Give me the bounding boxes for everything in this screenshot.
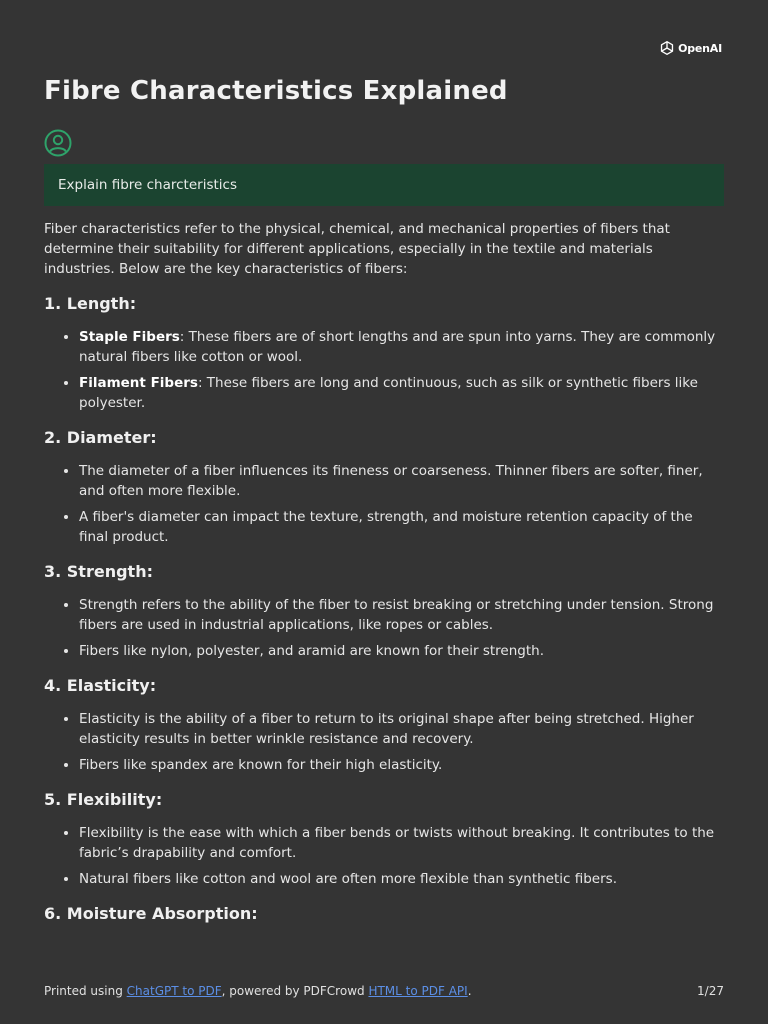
list-item-text: : These fibers are of short lengths and are spun into yarns. They are commonly natural fibers like cotton or wool. <box>79 329 716 365</box>
list-item: • A fiber's diameter can impact the texture, strength, and moisture retention capacity of the final product. <box>79 507 726 547</box>
footer-credit <box>44 984 472 998</box>
section-list <box>44 461 726 547</box>
page-title: Fibre Characteristics Explained <box>44 76 508 106</box>
html-to-pdf-api-link[interactable]: HTML to PDF API <box>368 984 468 998</box>
page-number: 1/27 <box>697 984 724 998</box>
list-item: • Elasticity is the ability of a fiber to return to its original shape after being stretched. Higher elasticity results in better wrinkle resistance and recovery. <box>79 709 726 749</box>
section-list <box>44 327 726 413</box>
user-avatar-icon <box>44 129 72 157</box>
list-item-text: : These fibers are long and continuous, such as silk or synthetic fibers like polyester. <box>79 375 698 411</box>
user-prompt <box>44 164 724 206</box>
user-prompt-text: Explain fibre charcteristics <box>58 177 237 193</box>
list-item: • Strength refers to the ability of the fiber to resist breaking or stretching under tension. Strong fibers are used in industrial applications, like ropes or cables. <box>79 595 726 635</box>
section-heading: 2. Diameter: <box>44 428 157 447</box>
list-item: • Fibers like spandex are known for their high elasticity. <box>79 755 726 775</box>
footer-suffix: . <box>467 984 472 998</box>
section-heading: 6. Moisture Absorption: <box>44 904 258 923</box>
openai-logo-icon <box>659 40 675 56</box>
list-item <box>79 373 726 413</box>
footer-middle: , powered by PDFCrowd <box>221 984 369 998</box>
list-item: • The diameter of a fiber influences its fineness or coarseness. Thinner fibers are softer, finer, and often more flexible. <box>79 461 726 501</box>
list-item: • Flexibility is the ease with which a fiber bends or twists without breaking. It contributes to the fabric’s drapability and comfort. <box>79 823 726 863</box>
section-list <box>44 823 726 889</box>
brand-name: OpenAI <box>678 41 722 55</box>
intro-paragraph: Fiber characteristics refer to the physical, chemical, and mechanical properties of fibers that determine their suitability for different applications, especially in the textile and materials industries. Below are the key characteristics of fibers: <box>44 221 670 277</box>
list-item: • Natural fibers like cotton and wool are often more flexible than synthetic fibers. <box>79 869 726 889</box>
list-item: • Fibers like nylon, polyester, and aramid are known for their strength. <box>79 641 726 661</box>
response-content <box>44 219 726 937</box>
chatgpt-to-pdf-link[interactable]: ChatGPT to PDF <box>126 984 222 998</box>
footer-prefix: Printed using <box>44 984 127 998</box>
section-heading: 3. Strength: <box>44 562 153 581</box>
section-list <box>44 709 726 775</box>
page-footer <box>44 984 724 998</box>
openai-brand <box>659 40 722 56</box>
section-list <box>44 595 726 661</box>
section-heading: 4. Elasticity: <box>44 676 157 695</box>
list-item-term: Filament Fibers <box>79 375 198 391</box>
list-item-term: Staple Fibers <box>79 329 180 345</box>
section-heading: 5. Flexibility: <box>44 790 163 809</box>
section-heading: 1. Length: <box>44 294 137 313</box>
list-item <box>79 327 726 367</box>
